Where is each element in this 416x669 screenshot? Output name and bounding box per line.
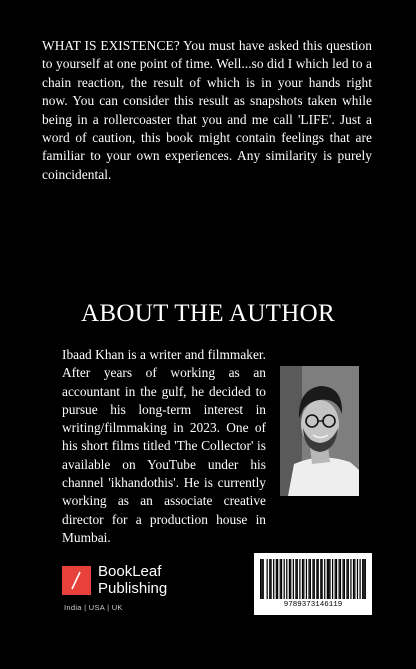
barcode-bar: [261, 559, 262, 599]
isbn-number: 9789373146119: [283, 601, 343, 609]
barcode-bar: [350, 559, 351, 599]
barcode-bar: [348, 559, 349, 599]
barcode-bar: [324, 559, 325, 599]
barcode-bar: [263, 559, 264, 599]
barcode-bar: [344, 559, 345, 599]
barcode-bar: [289, 559, 290, 599]
barcode-bar: [328, 559, 329, 599]
barcode-bar: [336, 559, 337, 599]
barcode-bar: [340, 559, 341, 599]
barcode-bar: [335, 559, 336, 599]
barcode-bar: [329, 559, 330, 599]
barcode-bar: [332, 559, 333, 599]
barcode-bar: [308, 559, 309, 599]
publisher-logo: [62, 560, 192, 616]
barcode-bar: [276, 559, 277, 599]
barcode-bar: [359, 559, 360, 599]
barcode-bar: [306, 559, 307, 599]
isbn-barcode: [254, 553, 372, 615]
barcode-bar: [293, 559, 294, 599]
barcode-bar: [281, 559, 282, 599]
author-photo: [280, 366, 359, 496]
barcode-bar: [354, 559, 355, 599]
barcode-bar: [320, 559, 321, 599]
barcode-bar: [362, 559, 363, 599]
author-bio: Ibaad Khan is a writer and filmmaker. After years of working as an accountant in the gulf, he decided to pursue his long-term interest in writing/filmmaking in 2023. One of his short films titled 'The Collector' is available on YouTube under his channel 'ikhandothis'. He is currently working as an associate creative director for a production house in Mumbai.: [62, 347, 266, 545]
barcode-bar: [314, 559, 315, 599]
publisher-regions: India | USA | UK: [64, 603, 123, 612]
barcode-bar: [363, 559, 364, 599]
author-portrait-image: [280, 366, 359, 496]
barcode-bar: [316, 559, 317, 599]
barcode-bar: [260, 559, 261, 599]
barcode-bar: [277, 559, 278, 599]
barcode-bar: [302, 559, 303, 599]
barcode-bar: [280, 559, 281, 599]
barcode-bar: [295, 559, 296, 599]
barcode-bar: [310, 559, 311, 599]
barcode-bar: [353, 559, 354, 599]
about-author-heading: ABOUT THE AUTHOR: [81, 300, 335, 327]
barcode-bar: [286, 559, 287, 599]
barcode-bar: [339, 559, 340, 599]
barcode-bar: [365, 559, 366, 599]
barcode-bars: [260, 559, 366, 599]
barcode-bar: [299, 559, 300, 599]
barcode-bar: [322, 559, 323, 599]
bookleaf-mark-icon: [62, 566, 91, 595]
barcode-bar: [290, 559, 291, 599]
back-cover-blurb: WHAT IS EXISTENCE? You must have asked this question to yourself at one point of time. Well...so did I which led to a chain reaction, the result of which is in your hands right now. You can consider this result as snapshots taken while being in a rollercoaster that you and me call 'LIFE'. Just a word of caution, this book might contain feelings that are familiar to your own experiences. Any similarity is purely coincidental.: [42, 38, 372, 182]
barcode-bar: [303, 559, 304, 599]
barcode-bar: [357, 559, 358, 599]
publisher-name: BookLeaf Publishing: [98, 563, 168, 597]
barcode-bar: [270, 559, 271, 599]
barcode-bar: [267, 559, 268, 599]
barcode-bar: [327, 559, 328, 599]
barcode-bar: [284, 559, 285, 599]
barcode-bar: [342, 559, 343, 599]
barcode-bar: [312, 559, 313, 599]
barcode-bar: [297, 559, 298, 599]
barcode-bar: [318, 559, 319, 599]
barcode-bar: [269, 559, 270, 599]
barcode-bar: [273, 559, 274, 599]
barcode-bar: [346, 559, 347, 599]
